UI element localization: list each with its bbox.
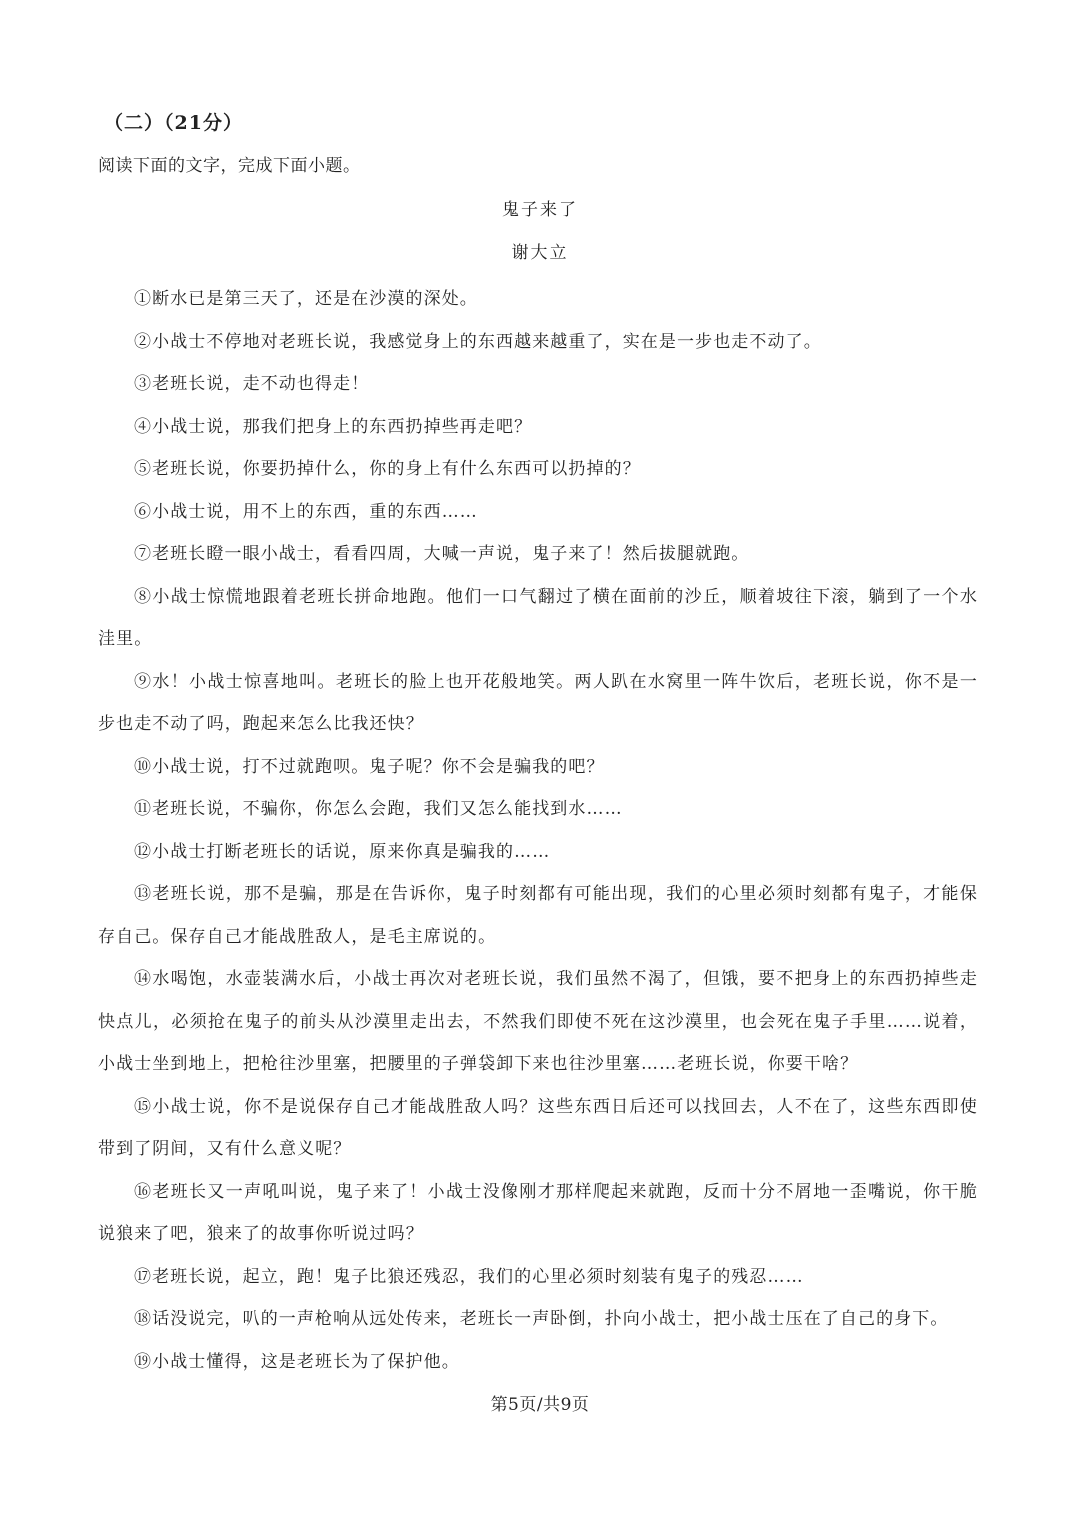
section-heading: （二）（21分） [104,112,243,134]
paragraph-15: ⑮小战士说，你不是说保存自己才能战胜敌人吗？这些东西日后还可以找回去，人不在了，这些东西即使带到了阴间，又有什么意义呢？ [98,1096,978,1159]
page-number: 第5页/共9页 [490,1395,590,1415]
paragraph-17: ⑰老班长说，起立，跑！鬼子比狼还残忍，我们的心里必须时刻装有鬼子的残忍…… [134,1266,804,1287]
paragraph-5: ⑤老班长说，你要扔掉什么，你的身上有什么东西可以扔掉的？ [134,459,641,479]
paragraph-14: ⑭水喝饱，水壶装满水后，小战士再次对老班长说，我们虽然不渴了，但饿，要不把身上的东西扔掉些走快点儿，必须抢在鬼子的前头从沙漠里走出去，不然我们即使不死在这沙漠里，也会死在鬼子手里……说着，小战士坐到地上，把枪往沙里塞，把腰里的子弹袋卸下来也往沙里塞……老班长说，你要干啥？ [98,969,978,1074]
story-title: 鬼子来了 [502,200,578,220]
paragraph-9: ⑨水！小战士惊喜地叫。老班长的脸上也开花般地笑。两人趴在水窝里一阵牛饮后，老班长说，你不是一步也走不动了吗，跑起来怎么比我还快？ [98,671,978,734]
paragraph-13: ⑬老班长说，那不是骗，那是在告诉你，鬼子时刻都有可能出现，我们的心里必须时刻都有鬼子，才能保存自己。保存自己才能战胜敌人，是毛主席说的。 [98,884,978,947]
paragraph-7: ⑦老班长瞪一眼小战士，看看四周，大喊一声说，鬼子来了！然后拔腿就跑。 [134,544,750,564]
reading-instruction: 阅读下面的文字，完成下面小题。 [98,156,361,176]
paragraph-12: ⑫小战士打断老班长的话说，原来你真是骗我的…… [134,841,551,862]
paragraph-1: ①断水已是第三天了，还是在沙漠的深处。 [134,289,478,309]
paragraph-10: ⑩小战士说，打不过就跑呗。鬼子呢？你不会是骗我的吧？ [134,756,605,777]
paragraph-3: ③老班长说，走不动也得走！ [134,374,370,394]
paragraph-19: ⑲小战士懂得，这是老班长为了保护他。 [134,1351,460,1372]
paragraph-8: ⑧小战士惊慌地跟着老班长拼命地跑。他们一口气翻过了横在面前的沙丘，顺着坡往下滚，躺到了一个水洼里。 [98,586,978,649]
story-author: 谢大立 [511,243,569,263]
paragraph-16: ⑯老班长又一声吼叫说，鬼子来了！小战士没像刚才那样爬起来就跑，反而十分不屑地一歪嘴说，你干脆说狼来了吧，狼来了的故事你听说过吗？ [98,1181,978,1244]
story-body [98,278,978,1383]
paragraph-6: ⑥小战士说，用不上的东西，重的东西…… [134,501,478,522]
paragraph-18: ⑱话没说完，叭的一声枪响从远处传来，老班长一声卧倒，扑向小战士，把小战士压在了自己的身下。 [134,1309,949,1329]
paragraph-11: ⑪老班长说，不骗你，你怎么会跑，我们又怎么能找到水…… [134,799,623,819]
paragraph-2: ②小战士不停地对老班长说，我感觉身上的东西越来越重了，实在是一步也走不动了。 [134,331,822,352]
paragraph-4: ④小战士说，那我们把身上的东西扔掉些再走吧？ [134,416,533,437]
